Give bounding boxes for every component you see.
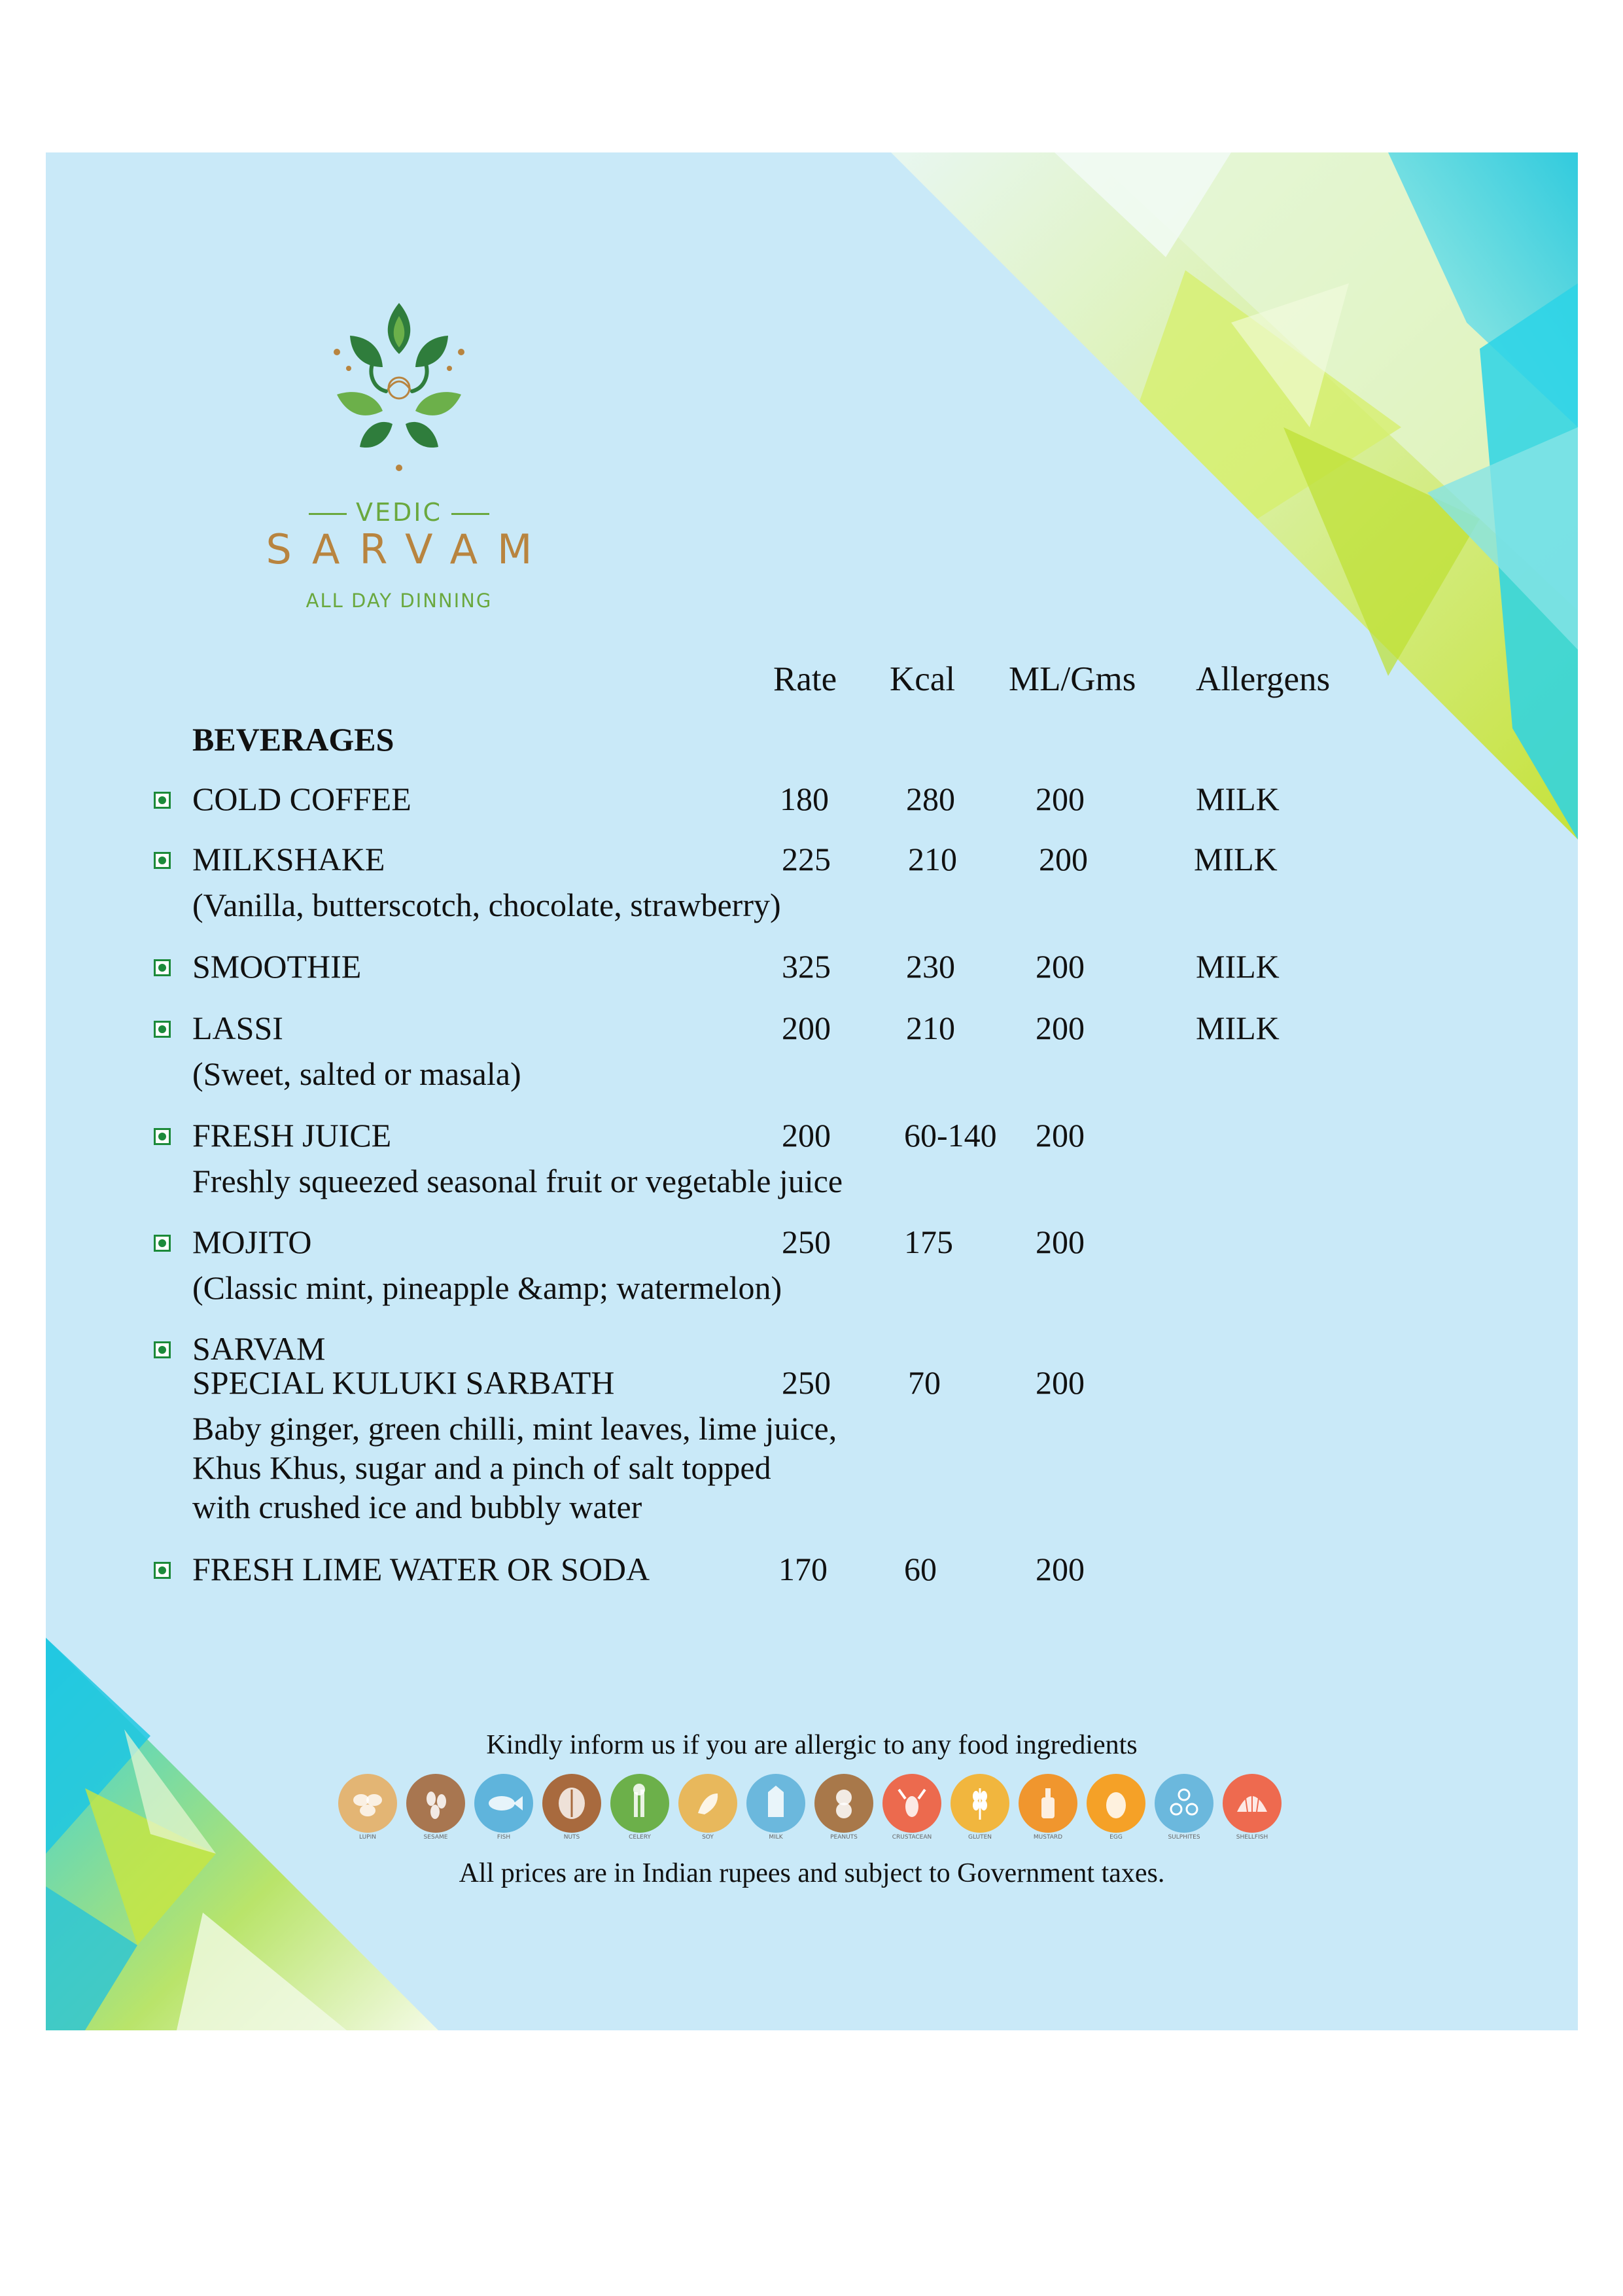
allergen-shellfish bbox=[1223, 1774, 1282, 1846]
price-note: All prices are in Indian rupees and subject to Government taxes. bbox=[459, 1858, 1165, 1888]
crustacean-icon bbox=[882, 1774, 941, 1833]
allergen-gluten bbox=[951, 1774, 1009, 1846]
item-ml: 200 bbox=[1036, 1224, 1085, 1260]
soy-icon bbox=[678, 1774, 737, 1833]
item-rate: 250 bbox=[782, 1224, 831, 1260]
veg-indicator-icon bbox=[154, 1341, 171, 1358]
item-description-line: Baby ginger, green chilli, mint leaves, lime juice, bbox=[192, 1410, 837, 1447]
allergen-caption: SHELLFISH bbox=[1236, 1834, 1268, 1841]
item-name: SMOOTHIE bbox=[192, 948, 362, 985]
allergen-caption: MUSTARD bbox=[1033, 1834, 1063, 1841]
veg-indicator-icon bbox=[154, 1021, 171, 1038]
item-rate: 170 bbox=[778, 1551, 828, 1587]
sesame-icon bbox=[406, 1774, 465, 1833]
item-name: LASSI bbox=[192, 1010, 283, 1046]
item-kcal: 280 bbox=[906, 781, 955, 817]
header-allergens: Allergens bbox=[1196, 660, 1331, 698]
lupin-icon bbox=[338, 1774, 397, 1833]
milk-icon bbox=[746, 1774, 805, 1833]
item-allergen: MILK bbox=[1196, 1010, 1280, 1046]
item-kcal: 210 bbox=[906, 1010, 955, 1046]
allergen-lupin bbox=[338, 1774, 397, 1846]
item-ml: 200 bbox=[1036, 1551, 1085, 1587]
menu-panel bbox=[46, 152, 1578, 2030]
allergen-caption: SOY bbox=[702, 1834, 714, 1841]
item-rate: 325 bbox=[782, 948, 831, 985]
item-kcal: 60-140 bbox=[904, 1117, 997, 1154]
section-title: BEVERAGES bbox=[192, 721, 394, 758]
item-ml: 200 bbox=[1036, 781, 1085, 817]
veg-indicator-icon bbox=[154, 1235, 171, 1252]
item-description: (Sweet, salted or masala) bbox=[192, 1055, 521, 1092]
item-allergen: MILK bbox=[1196, 781, 1280, 817]
nuts-icon bbox=[542, 1774, 601, 1833]
header-ml-gms: ML/Gms bbox=[1009, 660, 1136, 698]
allergen-caption: CRUSTACEAN bbox=[892, 1834, 932, 1841]
fish-icon bbox=[474, 1774, 533, 1833]
allergen-fish bbox=[474, 1774, 533, 1846]
allergen-caption: LUPIN bbox=[359, 1834, 376, 1841]
item-name: MILKSHAKE bbox=[192, 841, 385, 877]
item-rate: 250 bbox=[782, 1364, 831, 1401]
item-name: FRESH LIME WATER OR SODA bbox=[192, 1551, 650, 1587]
allergen-egg bbox=[1087, 1774, 1145, 1846]
allergen-sulphites bbox=[1155, 1774, 1213, 1846]
decorative-geometric-corner-top-right bbox=[891, 152, 1578, 839]
allergen-caption: SESAME bbox=[423, 1834, 448, 1841]
item-kcal: 230 bbox=[906, 948, 955, 985]
allergen-celery bbox=[610, 1774, 669, 1846]
allergen-caption: MILK bbox=[769, 1834, 783, 1841]
veg-indicator-icon bbox=[154, 1562, 171, 1579]
item-kcal: 175 bbox=[904, 1224, 953, 1260]
item-description-line: Khus Khus, sugar and a pinch of salt topped bbox=[192, 1449, 771, 1486]
shellfish-icon bbox=[1223, 1774, 1282, 1833]
allergen-caption: EGG bbox=[1109, 1834, 1123, 1841]
item-rate: 200 bbox=[782, 1117, 831, 1154]
veg-indicator-icon bbox=[154, 1128, 171, 1145]
item-rate: 180 bbox=[780, 781, 829, 817]
lotus-mandala-logo-icon bbox=[311, 290, 487, 473]
header-rate: Rate bbox=[773, 660, 837, 698]
allergy-note: Kindly inform us if you are allergic to any food ingredients bbox=[486, 1730, 1138, 1760]
allergen-caption: SULPHITES bbox=[1168, 1834, 1200, 1841]
allergen-nuts bbox=[542, 1774, 601, 1846]
gluten-icon bbox=[951, 1774, 1009, 1833]
brand-vedic-text: VEDIC bbox=[355, 498, 442, 527]
item-description: (Classic mint, pineapple &amp; watermelon) bbox=[192, 1269, 782, 1306]
item-description: Freshly squeezed seasonal fruit or vegetable juice bbox=[192, 1163, 843, 1199]
brand-tagline: ALL DAY DINNING bbox=[305, 590, 493, 612]
item-name: FRESH JUICE bbox=[192, 1117, 392, 1154]
celery-icon bbox=[610, 1774, 669, 1833]
brand-rule-right bbox=[451, 513, 489, 515]
veg-indicator-icon bbox=[154, 852, 171, 869]
allergen-milk bbox=[746, 1774, 805, 1846]
item-name: MOJITO bbox=[192, 1224, 312, 1260]
allergen-peanuts bbox=[814, 1774, 873, 1846]
item-description: (Vanilla, butterscotch, chocolate, strawberry) bbox=[192, 887, 781, 923]
brand-name: SARVAM bbox=[266, 525, 552, 573]
item-rate: 225 bbox=[782, 841, 831, 877]
allergen-mustard bbox=[1019, 1774, 1077, 1846]
peanuts-icon bbox=[814, 1774, 873, 1833]
item-ml: 200 bbox=[1039, 841, 1088, 877]
item-ml: 200 bbox=[1036, 948, 1085, 985]
item-description-line: with crushed ice and bubbly water bbox=[192, 1489, 642, 1525]
item-name-line1: SARVAM bbox=[192, 1330, 326, 1367]
item-ml: 200 bbox=[1036, 1010, 1085, 1046]
brand-rule-left bbox=[309, 513, 347, 515]
item-ml: 200 bbox=[1036, 1364, 1085, 1401]
sulphites-icon bbox=[1155, 1774, 1213, 1833]
allergen-sesame bbox=[406, 1774, 465, 1846]
allergen-caption: CELERY bbox=[629, 1834, 651, 1841]
item-kcal: 60 bbox=[904, 1551, 937, 1587]
item-name: SPECIAL KULUKI SARBATH bbox=[192, 1364, 615, 1401]
allergen-crustacean bbox=[882, 1774, 941, 1846]
allergen-caption: FISH bbox=[497, 1834, 511, 1841]
item-allergen: MILK bbox=[1194, 841, 1278, 877]
allergen-caption: NUTS bbox=[563, 1834, 580, 1841]
item-name: COLD COFFEE bbox=[192, 781, 411, 817]
allergen-soy bbox=[678, 1774, 737, 1846]
item-kcal: 210 bbox=[908, 841, 957, 877]
item-ml: 200 bbox=[1036, 1117, 1085, 1154]
allergen-caption: GLUTEN bbox=[968, 1834, 992, 1841]
header-kcal: Kcal bbox=[890, 660, 956, 698]
allergen-caption: PEANUTS bbox=[830, 1834, 858, 1841]
mustard-icon bbox=[1019, 1774, 1077, 1833]
item-kcal: 70 bbox=[908, 1364, 941, 1401]
veg-indicator-icon bbox=[154, 792, 171, 809]
veg-indicator-icon bbox=[154, 959, 171, 976]
item-allergen: MILK bbox=[1196, 948, 1280, 985]
brand-vedic bbox=[236, 498, 563, 527]
item-rate: 200 bbox=[782, 1010, 831, 1046]
egg-icon bbox=[1087, 1774, 1145, 1833]
